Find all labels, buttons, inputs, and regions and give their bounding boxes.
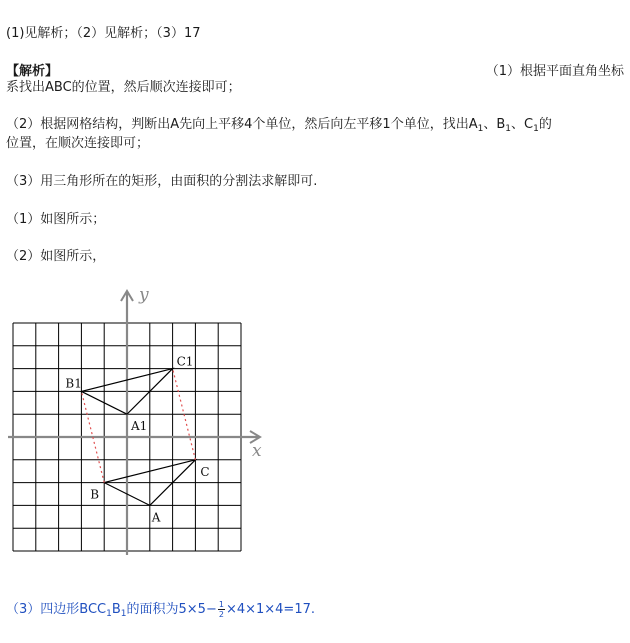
fraction-num: 1 (218, 600, 224, 609)
analysis-step2-sep1: 、B (483, 117, 506, 132)
solution-p1-text: （1）如图所示； (6, 212, 106, 227)
final-sub-b1: 1 (120, 609, 127, 619)
final-answer (6, 598, 315, 619)
analysis-heading: 【解析】 (6, 64, 59, 79)
solution-p2-text: （2）如图所示， (6, 249, 106, 264)
analysis-step3-text: （3）用三角形所在的矩形，由面积的分割法求解即可. (6, 174, 318, 189)
fraction-den: 2 (218, 610, 224, 619)
analysis-step2-sep2: 、C (511, 117, 534, 132)
x-axis-label: x (252, 441, 262, 461)
final-mid: B (111, 602, 121, 617)
analysis-step2-end: 的 (538, 117, 552, 132)
final-prefix: （3）四边形BCC (6, 602, 107, 617)
analysis-step2-text: （2）根据网格结构，判断出A先向上平移4个单位，然后向左平移1个单位，找出A (6, 117, 478, 132)
final-after-b1: 的面积为5×5− (126, 602, 217, 617)
point-label-a: A (151, 510, 161, 525)
y-axis-label: y (139, 285, 149, 305)
analysis-step2-cont-text: 位置，在顺次连接即可； (6, 136, 150, 151)
final-sub-c1: 1 (106, 609, 112, 619)
point-label-c1: C1 (176, 354, 194, 369)
fraction-half (218, 600, 225, 619)
subscript-b1: 1 (505, 124, 511, 134)
point-label-a1: A1 (131, 419, 148, 434)
point-label-c: C (200, 464, 210, 479)
point-label-b1: B1 (65, 376, 82, 391)
point-label-b: B (90, 487, 100, 502)
subscript-a1: 1 (477, 124, 484, 134)
subscript-c1: 1 (533, 124, 539, 134)
analysis-step1-cont-text: 系找出ABC的位置，然后顺次连接即可； (6, 80, 241, 95)
answer-text: (1)见解析；（2）见解析；（3）17 (6, 26, 201, 41)
final-tail: ×4×1×4=17. (225, 602, 315, 617)
analysis-step1-right: （1）根据平面直角坐标 (485, 64, 624, 79)
